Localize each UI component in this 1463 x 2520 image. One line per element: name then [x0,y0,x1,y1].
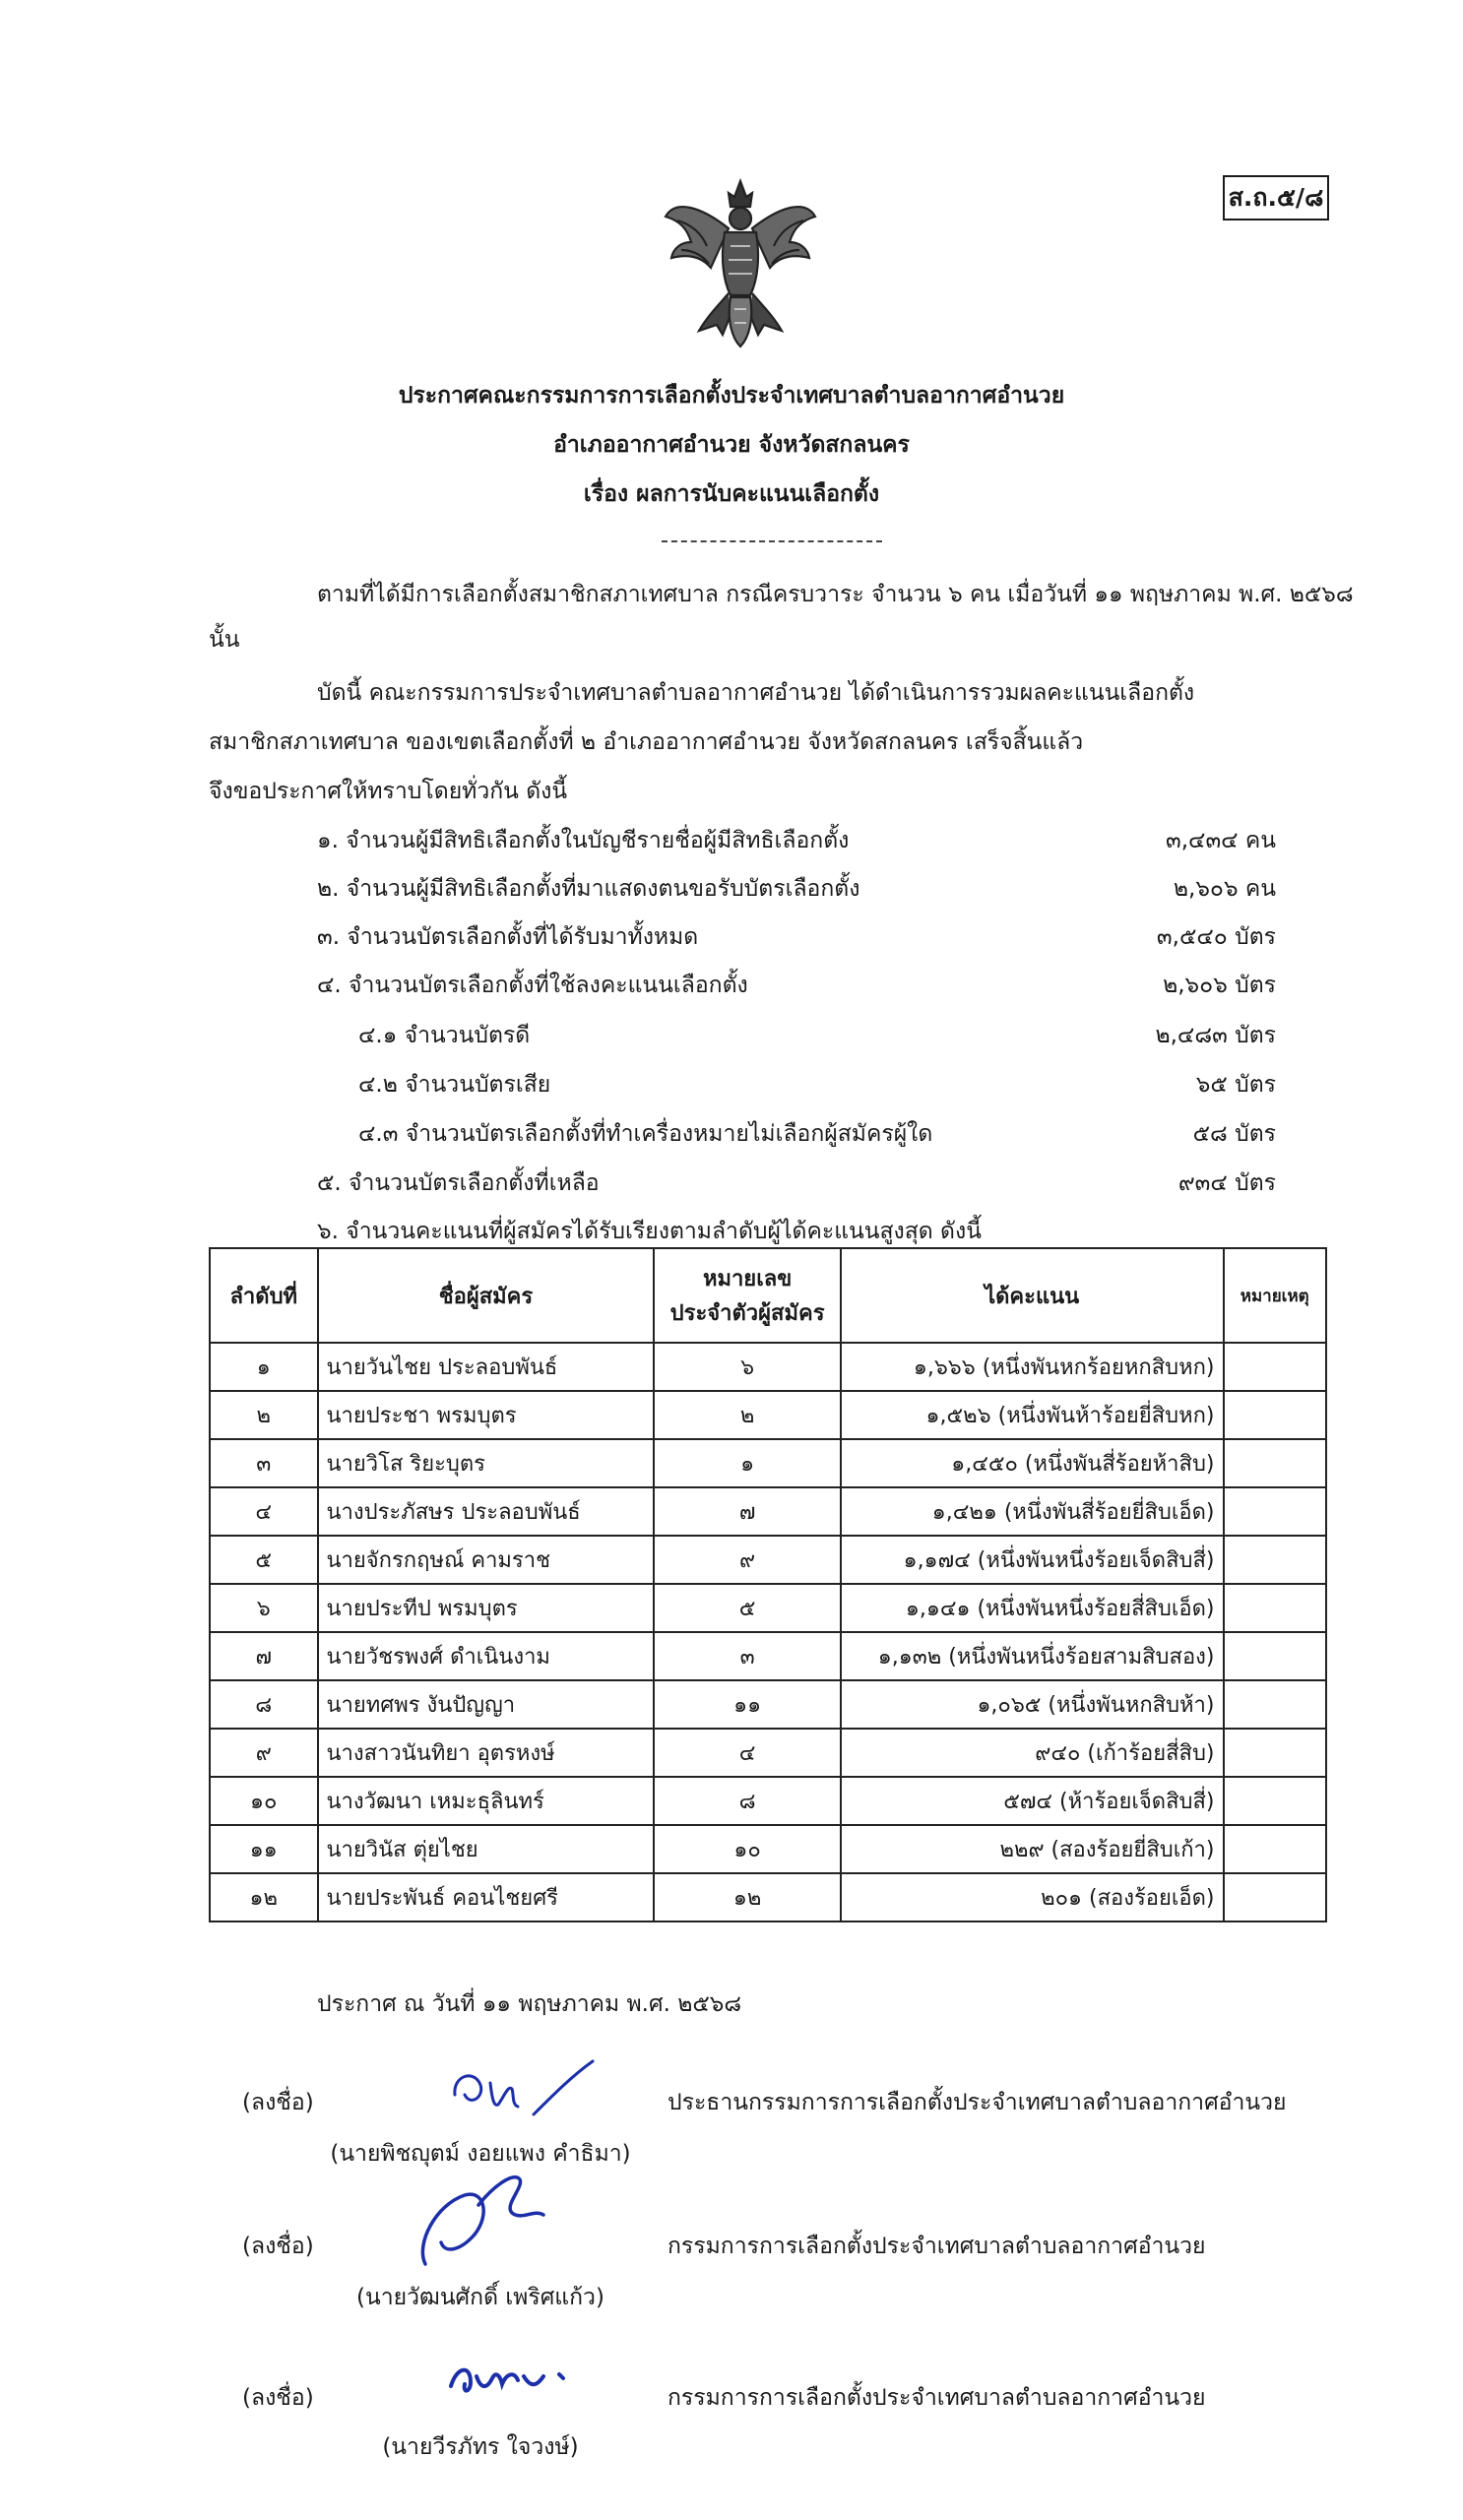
cell-rank: ๕ [210,1536,318,1584]
intro-line-3: บัดนี้ คณะกรรมการประจำเทศบาลตำบลอากาศอำนวย ได้ดำเนินการรวมผลคะแนนเลือกตั้ง [317,680,1195,706]
table-row [210,1343,1326,1391]
cell-note [1224,1343,1327,1391]
form-code: ส.ถ.๕/๘ [1223,175,1329,220]
cell-rank: ๑๒ [210,1873,318,1922]
item-label-5: ๕. จำนวนบัตรเลือกตั้งที่เหลือ [317,1170,600,1196]
table-header-row [210,1248,1326,1343]
table-row [210,1584,1326,1632]
cell-number: ๒ [654,1391,840,1439]
item-label-4-1: ๔.๑ จำนวนบัตรดี [358,1023,531,1048]
cell-number: ๓ [654,1632,840,1680]
cell-name: นายวินัส ตุ่ยไชย [318,1825,655,1873]
garuda-emblem-icon [662,177,819,350]
cell-rank: ๓ [210,1439,318,1487]
cell-rank: ๑๐ [210,1777,318,1825]
title-divider [662,540,882,542]
cell-number: ๑๐ [654,1825,840,1873]
results-table [209,1247,1327,1922]
cell-rank: ๔ [210,1487,318,1536]
header-note: หมายเหตุ [1224,1248,1327,1343]
cell-name: นายวันไชย ประลอบพันธ์ [318,1343,655,1391]
announcement-location: อำเภออากาศอำนวย จังหวัดสกลนคร [553,432,910,458]
item-value-2: ๒,๖๐๖ คน [1173,876,1276,902]
item-value-1: ๓,๔๓๔ คน [1166,828,1276,853]
cell-votes: ๑,๔๕๐ (หนึ่งพันสี่ร้อยห้าสิบ) [841,1439,1224,1487]
cell-name: นายวิโส ริยะบุตร [318,1439,655,1487]
item-label-4: ๔. จำนวนบัตรเลือกตั้งที่ใช้ลงคะแนนเลือกตั้ง [317,973,748,998]
sign-role-1: ประธานกรรมการการเลือกตั้งประจำเทศบาลตำบลอากาศอำนวย [668,2090,1287,2115]
header-number [654,1248,840,1343]
cell-number: ๔ [654,1729,840,1777]
cell-name: นางประภัสษร ประลอบพันธ์ [318,1487,655,1536]
cell-votes: ๑,๑๓๒ (หนึ่งพันหนึ่งร้อยสามสิบสอง) [841,1632,1224,1680]
cell-note [1224,1536,1327,1584]
cell-name: นายประชา พรมบุตร [318,1391,655,1439]
sign-role-3: กรรมการการเลือกตั้งประจำเทศบาลตำบลอากาศอำนวย [668,2385,1206,2411]
sign-name-1: (นายพิชญุตม์ งอยแพง คำธิมา) [330,2141,631,2167]
cell-votes: ๙๔๐ (เก้าร้อยสี่สิบ) [841,1729,1224,1777]
table-row [210,1391,1326,1439]
item-label-6: ๖. จำนวนคะแนนที่ผู้สมัครได้รับเรียงตามลำดับผู้ได้คะแนนสูงสุด ดังนี้ [317,1219,982,1244]
cell-number: ๑๑ [654,1680,840,1729]
item-label-4-3: ๔.๓ จำนวนบัตรเลือกตั้งที่ทำเครื่องหมายไม่เลือกผู้สมัครผู้ใด [358,1121,933,1147]
cell-number: ๙ [654,1536,840,1584]
item-value-4-1: ๒,๔๘๓ บัตร [1155,1023,1276,1048]
item-label-2: ๒. จำนวนผู้มีสิทธิเลือกตั้งที่มาแสดงตนขอรับบัตรเลือกตั้ง [317,876,860,902]
signature-1 [435,2055,612,2124]
cell-note [1224,1584,1327,1632]
sign-label-3: (ลงชื่อ) [242,2385,314,2411]
intro-line-2: นั้น [209,627,240,653]
cell-votes: ๕๗๔ (ห้าร้อยเจ็ดสิบสี่) [841,1777,1224,1825]
item-value-4: ๒,๖๐๖ บัตร [1163,973,1276,998]
cell-number: ๗ [654,1487,840,1536]
cell-name: นายประพันธ์ คอนไชยศรี [318,1873,655,1922]
cell-note [1224,1729,1327,1777]
header-number-line1: หมายเลข [702,1267,793,1292]
cell-note [1224,1825,1327,1873]
header-rank: ลำดับที่ [210,1248,318,1343]
cell-votes: ๑,๐๖๕ (หนึ่งพันหกสิบห้า) [841,1680,1224,1729]
announcement-title: ประกาศคณะกรรมการการเลือกตั้งประจำเทศบาลตำบลอากาศอำนวย [398,383,1065,409]
cell-rank: ๘ [210,1680,318,1729]
intro-line-4: สมาชิกสภาเทศบาล ของเขตเลือกตั้งที่ ๒ อำเภออากาศอำนวย จังหวัดสกลนคร เสร็จสิ้นแล้ว [209,729,1084,755]
item-value-5: ๙๓๔ บัตร [1177,1170,1276,1196]
cell-votes: ๒๒๙ (สองร้อยยี่สิบเก้า) [841,1825,1224,1873]
cell-note [1224,1439,1327,1487]
cell-number: ๑ [654,1439,840,1487]
cell-number: ๑๒ [654,1873,840,1922]
item-label-3: ๓. จำนวนบัตรเลือกตั้งที่ได้รับมาทั้งหมด [317,924,699,950]
cell-votes: ๑,๔๒๑ (หนึ่งพันสี่ร้อยยี่สิบเอ็ด) [841,1487,1224,1536]
cell-note [1224,1680,1327,1729]
cell-name: นายจักรกฤษณ์ คามราช [318,1536,655,1584]
cell-name: นายทศพร งันปัญญา [318,1680,655,1729]
item-value-4-3: ๕๘ บัตร [1192,1121,1276,1147]
cell-note [1224,1487,1327,1536]
table-row [210,1536,1326,1584]
intro-line-1: ตามที่ได้มีการเลือกตั้งสมาชิกสภาเทศบาล กรณีครบวาระ จำนวน ๖ คน เมื่อวันที่ ๑๑ พฤษภาคม พ.ศ. ๒๕๖๘ [317,582,1354,607]
signature-3 [441,2347,589,2406]
table-row [210,1487,1326,1536]
cell-votes: ๒๐๑ (สองร้อยเอ็ด) [841,1873,1224,1922]
sign-label-1: (ลงชื่อ) [242,2090,314,2115]
cell-note [1224,1873,1327,1922]
item-label-4-2: ๔.๒ จำนวนบัตรเสีย [358,1072,551,1098]
announce-date: ประกาศ ณ วันที่ ๑๑ พฤษภาคม พ.ศ. ๒๕๖๘ [317,1991,742,2017]
table-row [210,1680,1326,1729]
cell-rank: ๑๑ [210,1825,318,1873]
item-value-4-2: ๖๕ บัตร [1195,1072,1276,1098]
cell-name: นายวัชรพงศ์ ดำเนินงาม [318,1632,655,1680]
cell-rank: ๑ [210,1343,318,1391]
cell-note [1224,1632,1327,1680]
cell-rank: ๗ [210,1632,318,1680]
table-row [210,1873,1326,1922]
table-row [210,1632,1326,1680]
cell-name: นายประทีป พรมบุตร [318,1584,655,1632]
cell-note [1224,1777,1327,1825]
cell-votes: ๑,๑๔๑ (หนึ่งพันหนึ่งร้อยสี่สิบเอ็ด) [841,1584,1224,1632]
cell-number: ๕ [654,1584,840,1632]
results-body [210,1343,1326,1922]
header-number-line2: ประจำตัวผู้สมัคร [669,1301,825,1326]
table-row [210,1777,1326,1825]
table-row [210,1439,1326,1487]
header-name: ชื่อผู้สมัคร [318,1248,655,1343]
sign-name-3: (นายวีรภัทร ใจวงษ์) [382,2434,579,2460]
table-row [210,1825,1326,1873]
cell-note [1224,1391,1327,1439]
sign-name-2: (นายวัฒนศักดิ์ เพริศแก้ว) [356,2285,604,2310]
announcement-subject: เรื่อง ผลการนับคะแนนเลือกตั้ง [583,481,880,507]
header-votes: ได้คะแนน [841,1248,1224,1343]
cell-number: ๘ [654,1777,840,1825]
cell-name: นางวัฒนา เหมะธุลินทร์ [318,1777,655,1825]
cell-votes: ๑,๕๒๖ (หนึ่งพันห้าร้อยยี่สิบหก) [841,1391,1224,1439]
cell-votes: ๑,๖๖๖ (หนึ่งพันหกร้อยหกสิบหก) [841,1343,1224,1391]
cell-number: ๖ [654,1343,840,1391]
cell-rank: ๒ [210,1391,318,1439]
cell-votes: ๑,๑๗๔ (หนึ่งพันหนึ่งร้อยเจ็ดสิบสี่) [841,1536,1224,1584]
sign-label-2: (ลงชื่อ) [242,2234,314,2259]
cell-rank: ๖ [210,1584,318,1632]
cell-rank: ๙ [210,1729,318,1777]
cell-name: นางสาวนันทิยา อุตรหงษ์ [318,1729,655,1777]
item-value-3: ๓,๕๔๐ บัตร [1156,924,1276,950]
table-row [210,1729,1326,1777]
intro-line-5: จึงขอประกาศให้ทราบโดยทั่วกัน ดังนี้ [209,779,568,804]
signature-2 [396,2166,573,2274]
item-label-1: ๑. จำนวนผู้มีสิทธิเลือกตั้งในบัญชีรายชื่อผู้มีสิทธิเลือกตั้ง [317,828,850,853]
sign-role-2: กรรมการการเลือกตั้งประจำเทศบาลตำบลอากาศอำนวย [668,2234,1206,2259]
